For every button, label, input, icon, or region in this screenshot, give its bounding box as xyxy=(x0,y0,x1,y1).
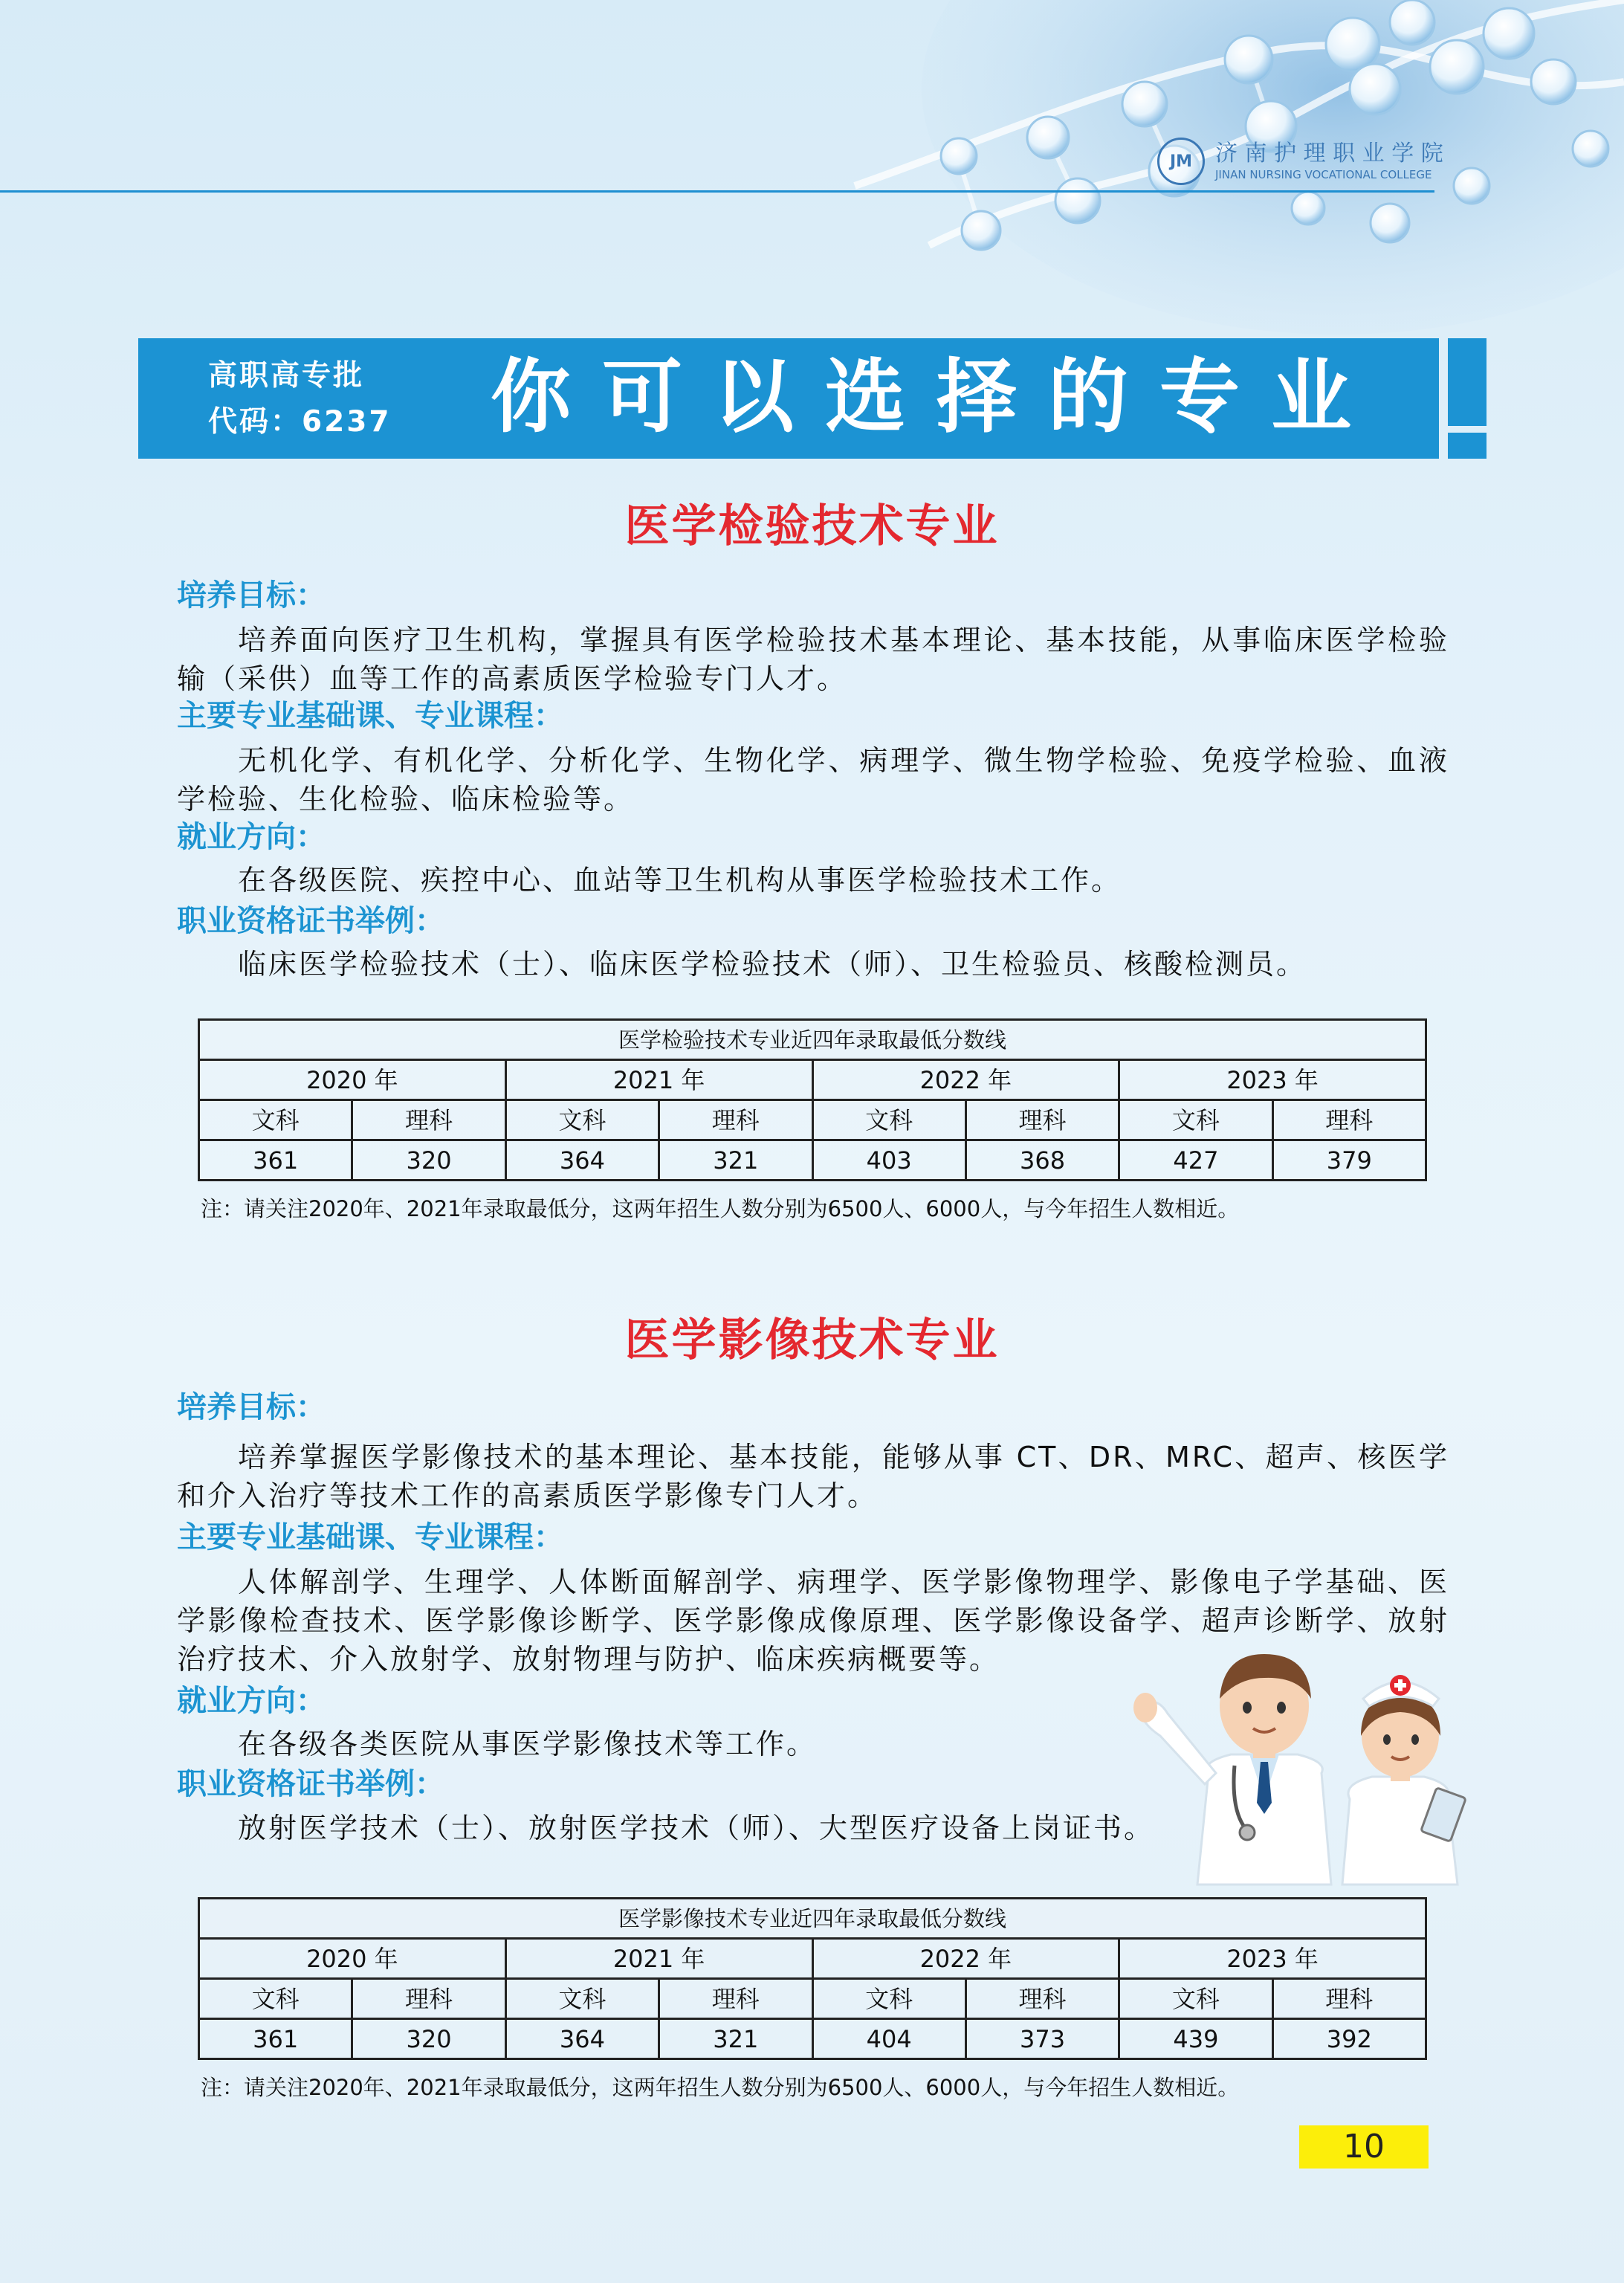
year-cell: 2020 年 xyxy=(199,1060,506,1100)
subject-cell: 文科 xyxy=(199,1979,352,2019)
goal-text: 培养面向医疗卫生机构，掌握具有医学检验技术基本理论、基本技能，从事临床医学检验输（采供）血等工作的高素质医学检验专门人才。 xyxy=(177,624,1449,695)
score-cell: 404 xyxy=(812,2019,965,2059)
major-title-lab-medicine: 医学检验技术专业 xyxy=(624,500,1000,552)
subject-cell: 理科 xyxy=(965,1100,1119,1140)
table-row xyxy=(199,1979,1426,2019)
page-title: 你可以选择的专业 xyxy=(491,351,1383,444)
table-row xyxy=(199,1140,1426,1181)
doctor-nurse-illustration xyxy=(1127,1624,1469,1892)
school-name: 济 南 护 理 职 业 学 院 xyxy=(1215,141,1443,167)
score-cell: 364 xyxy=(505,1140,659,1181)
subject-cell: 文科 xyxy=(505,1979,659,2019)
courses-heading: 主要专业基础课、专业课程： xyxy=(177,699,563,733)
header-rule xyxy=(0,190,1434,193)
dna-molecule-decoration xyxy=(0,0,1624,387)
subject-cell: 文科 xyxy=(1119,1979,1272,2019)
courses-heading: 主要专业基础课、专业课程： xyxy=(177,1520,563,1554)
subject-cell: 文科 xyxy=(505,1100,659,1140)
banner-tab xyxy=(1448,338,1486,426)
score-cell: 403 xyxy=(812,1140,965,1181)
year-cell: 2022 年 xyxy=(812,1939,1119,1979)
table-caption: 医学检验技术专业近四年录取最低分数线 xyxy=(199,1020,1426,1060)
subject-cell: 文科 xyxy=(1119,1100,1272,1140)
courses-text: 人体解剖学、生理学、人体断面解剖学、病理学、医学影像物理学、影像电子学基础、医学影像检查技术、医学影像诊断学、医学影像成像原理、医学影像设备学、超声诊断学、放射治疗技术、介入放射学、放射物理与防护、临床疾病概要等。 xyxy=(177,1566,1449,1676)
score-cell: 361 xyxy=(199,2019,352,2059)
goal-text: 培养掌握医学影像技术的基本理论、基本技能，能够从事 CT、DR、MRC、超声、核医学和介入治疗等技术工作的高素质医学影像专门人才。 xyxy=(177,1441,1449,1512)
year-cell: 2023 年 xyxy=(1119,1060,1426,1100)
year-cell: 2021 年 xyxy=(505,1060,812,1100)
score-cell: 320 xyxy=(352,2019,505,2059)
table-row xyxy=(199,1939,1426,1979)
code-label: 代码：6237 xyxy=(208,405,392,439)
career-heading: 就业方向： xyxy=(177,820,326,854)
cert-text: 临床医学检验技术（士）、临床医学检验技术（师）、卫生检验员、核酸检测员。 xyxy=(238,948,1307,981)
career-heading: 就业方向： xyxy=(177,1684,326,1718)
year-cell: 2021 年 xyxy=(505,1939,812,1979)
batch-code-block xyxy=(208,353,392,445)
table-row xyxy=(199,1060,1426,1100)
score-table-imaging xyxy=(198,1897,1427,2060)
table-note: 注：请关注2020年、2021年录取最低分，这两年招生人数分别为6500人、6000人，与今年招生人数相近。 xyxy=(201,1196,1240,1221)
subject-cell: 理科 xyxy=(1272,1979,1426,2019)
cert-heading: 职业资格证书举例： xyxy=(177,1767,444,1801)
subject-cell: 文科 xyxy=(812,1100,965,1140)
score-cell: 373 xyxy=(965,2019,1119,2059)
score-cell: 321 xyxy=(659,1140,812,1181)
table-row xyxy=(199,1100,1426,1140)
score-cell: 439 xyxy=(1119,2019,1272,2059)
score-cell: 392 xyxy=(1272,2019,1426,2059)
cert-heading: 职业资格证书举例： xyxy=(177,904,444,938)
score-cell: 368 xyxy=(965,1140,1119,1181)
career-text: 在各级医院、疾控中心、血站等卫生机构从事医学检验技术工作。 xyxy=(238,864,1122,897)
courses-text: 无机化学、有机化学、分析化学、生物化学、病理学、微生物学检验、免疫学检验、血液学检验、生化检验、临床检验等。 xyxy=(177,744,1449,816)
doctor-figure xyxy=(1133,1654,1331,1885)
subject-cell: 理科 xyxy=(659,1979,812,2019)
subject-cell: 理科 xyxy=(352,1979,505,2019)
score-table-lab-medicine xyxy=(198,1018,1427,1181)
subject-cell: 理科 xyxy=(659,1100,812,1140)
goal-heading: 培养目标： xyxy=(177,578,326,613)
career-text: 在各级各类医院从事医学影像技术等工作。 xyxy=(238,1728,818,1760)
subject-cell: 文科 xyxy=(199,1100,352,1140)
subject-cell: 理科 xyxy=(352,1100,505,1140)
cert-text: 放射医学技术（士）、放射医学技术（师）、大型医疗设备上岗证书。 xyxy=(238,1812,1155,1844)
score-cell: 361 xyxy=(199,1140,352,1181)
year-cell: 2023 年 xyxy=(1119,1939,1426,1979)
score-cell: 321 xyxy=(659,2019,812,2059)
school-emblem-icon: JM xyxy=(1157,138,1205,185)
table-row xyxy=(199,2019,1426,2059)
subject-cell: 理科 xyxy=(965,1979,1119,2019)
score-cell: 427 xyxy=(1119,1140,1272,1181)
score-cell: 320 xyxy=(352,1140,505,1181)
school-logo xyxy=(1157,136,1443,187)
major-title-imaging: 医学影像技术专业 xyxy=(624,1314,1000,1366)
goal-heading: 培养目标： xyxy=(177,1390,326,1424)
batch-label: 高职高专批 xyxy=(208,359,365,393)
page-number: 10 xyxy=(1299,2125,1429,2169)
table-caption: 医学影像技术专业近四年录取最低分数线 xyxy=(199,1899,1426,1939)
score-cell: 379 xyxy=(1272,1140,1426,1181)
school-name-english: JINAN NURSING VOCATIONAL COLLEGE xyxy=(1215,168,1432,181)
table-note: 注：请关注2020年、2021年录取最低分，这两年招生人数分别为6500人、6000人，与今年招生人数相近。 xyxy=(201,2075,1240,2100)
subject-cell: 文科 xyxy=(812,1979,965,2019)
subject-cell: 理科 xyxy=(1272,1100,1426,1140)
year-cell: 2020 年 xyxy=(199,1939,506,1979)
nurse-figure xyxy=(1342,1675,1466,1885)
banner-tab-bottom xyxy=(1448,433,1486,459)
score-cell: 364 xyxy=(505,2019,659,2059)
year-cell: 2022 年 xyxy=(812,1060,1119,1100)
